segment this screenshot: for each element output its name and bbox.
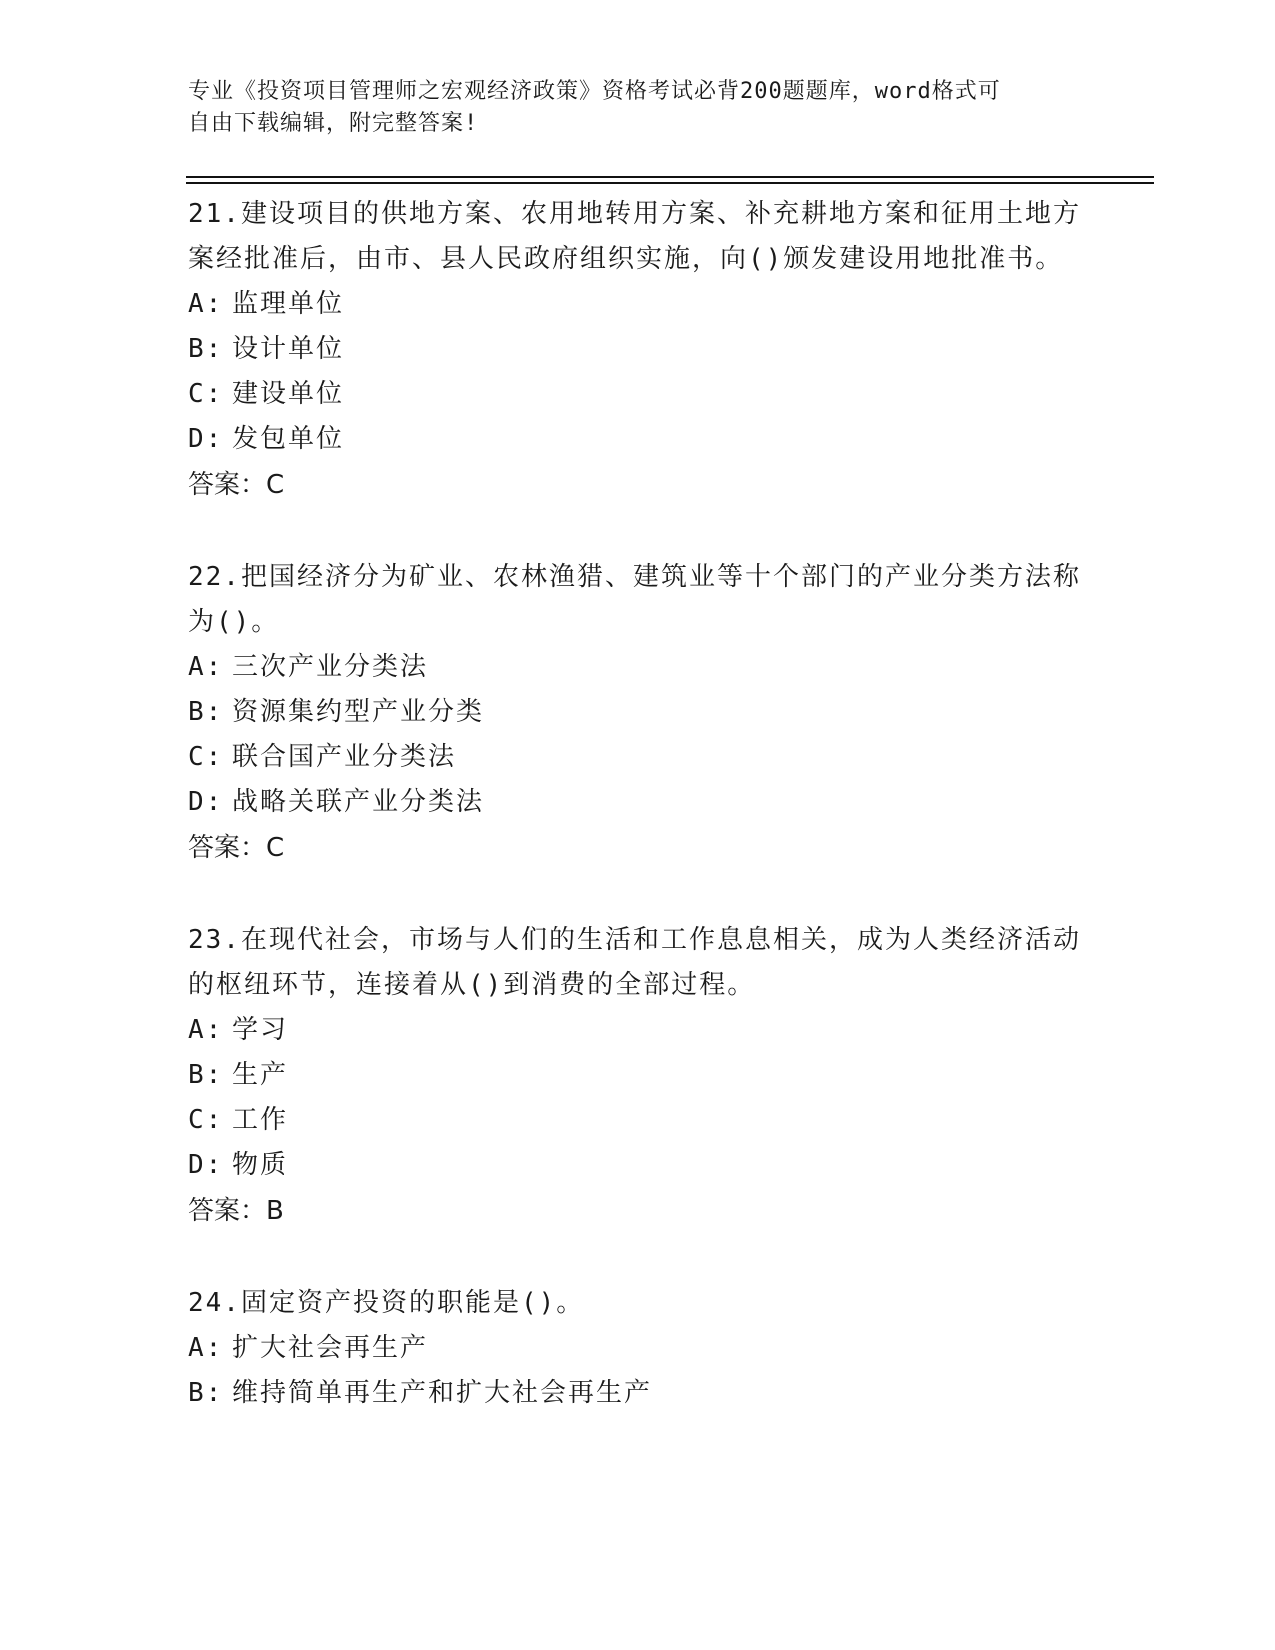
- option-letter: A:: [188, 289, 224, 319]
- answer-line: 答案：C: [188, 833, 285, 863]
- option-text: 联合国产业分类法: [232, 742, 457, 772]
- option-a: [188, 282, 1088, 327]
- header-divider-top: [186, 176, 1154, 178]
- header-title-line-2: 自由下载编辑，附完整答案!: [188, 111, 479, 136]
- option-b: [188, 327, 1088, 372]
- header-divider-bottom: [186, 182, 1154, 184]
- option-d: [188, 417, 1088, 462]
- option-letter: B:: [188, 697, 224, 727]
- option-letter: A:: [188, 652, 224, 682]
- option-letter: A:: [188, 1015, 224, 1045]
- option-text: 三次产业分类法: [232, 652, 429, 682]
- question-text: 23.在现代社会，市场与人们的生活和工作息息相关，成为人类经济活动的枢纽环节，连接着从()到消费的全部过程。: [188, 925, 1081, 1000]
- option-text: 资源集约型产业分类: [232, 697, 485, 727]
- question-23: [188, 918, 1088, 1235]
- option-b: [188, 1053, 1088, 1098]
- option-letter: B:: [188, 1378, 224, 1408]
- option-text: 监理单位: [232, 289, 345, 319]
- option-letter: D:: [188, 787, 224, 817]
- option-text: 战略关联产业分类法: [232, 787, 485, 817]
- option-d: [188, 780, 1088, 825]
- question-24: [188, 1281, 1088, 1416]
- option-text: 设计单位: [232, 334, 345, 364]
- option-b: [188, 1371, 1088, 1416]
- option-letter: D:: [188, 424, 224, 454]
- option-a: [188, 645, 1088, 690]
- option-text: 发包单位: [232, 424, 345, 454]
- option-letter: C:: [188, 742, 224, 772]
- option-text: 维持简单再生产和扩大社会再生产: [232, 1378, 653, 1408]
- option-letter: B:: [188, 334, 224, 364]
- option-d: [188, 1143, 1088, 1188]
- question-text: 22.把国经济分为矿业、农林渔猎、建筑业等十个部门的产业分类方法称为()。: [188, 562, 1081, 637]
- header-title-line-1: 专业《投资项目管理师之宏观经济政策》资格考试必背200题题库，word格式可: [188, 79, 1001, 104]
- question-22: [188, 555, 1088, 872]
- option-letter: D:: [188, 1150, 224, 1180]
- question-21: [188, 192, 1088, 509]
- option-c: [188, 1098, 1088, 1143]
- answer-line: 答案：C: [188, 470, 285, 500]
- option-text: 生产: [232, 1060, 289, 1090]
- question-text: 21.建设项目的供地方案、农用地转用方案、补充耕地方案和征用土地方案经批准后，由市、县人民政府组织实施，向()颁发建设用地批准书。: [188, 199, 1081, 274]
- option-letter: C:: [188, 379, 224, 409]
- option-text: 学习: [232, 1015, 289, 1045]
- answer-line: 答案：B: [188, 1196, 284, 1226]
- option-b: [188, 690, 1088, 735]
- option-a: [188, 1326, 1088, 1371]
- option-letter: A:: [188, 1333, 224, 1363]
- option-letter: B:: [188, 1060, 224, 1090]
- question-list: [188, 192, 1088, 1462]
- option-letter: C:: [188, 1105, 224, 1135]
- option-text: 扩大社会再生产: [232, 1333, 429, 1363]
- document-header: [188, 76, 1068, 140]
- option-c: [188, 735, 1088, 780]
- option-text: 工作: [232, 1105, 289, 1135]
- question-text: 24.固定资产投资的职能是()。: [188, 1288, 585, 1318]
- option-a: [188, 1008, 1088, 1053]
- option-text: 建设单位: [232, 379, 345, 409]
- option-text: 物质: [232, 1150, 289, 1180]
- option-c: [188, 372, 1088, 417]
